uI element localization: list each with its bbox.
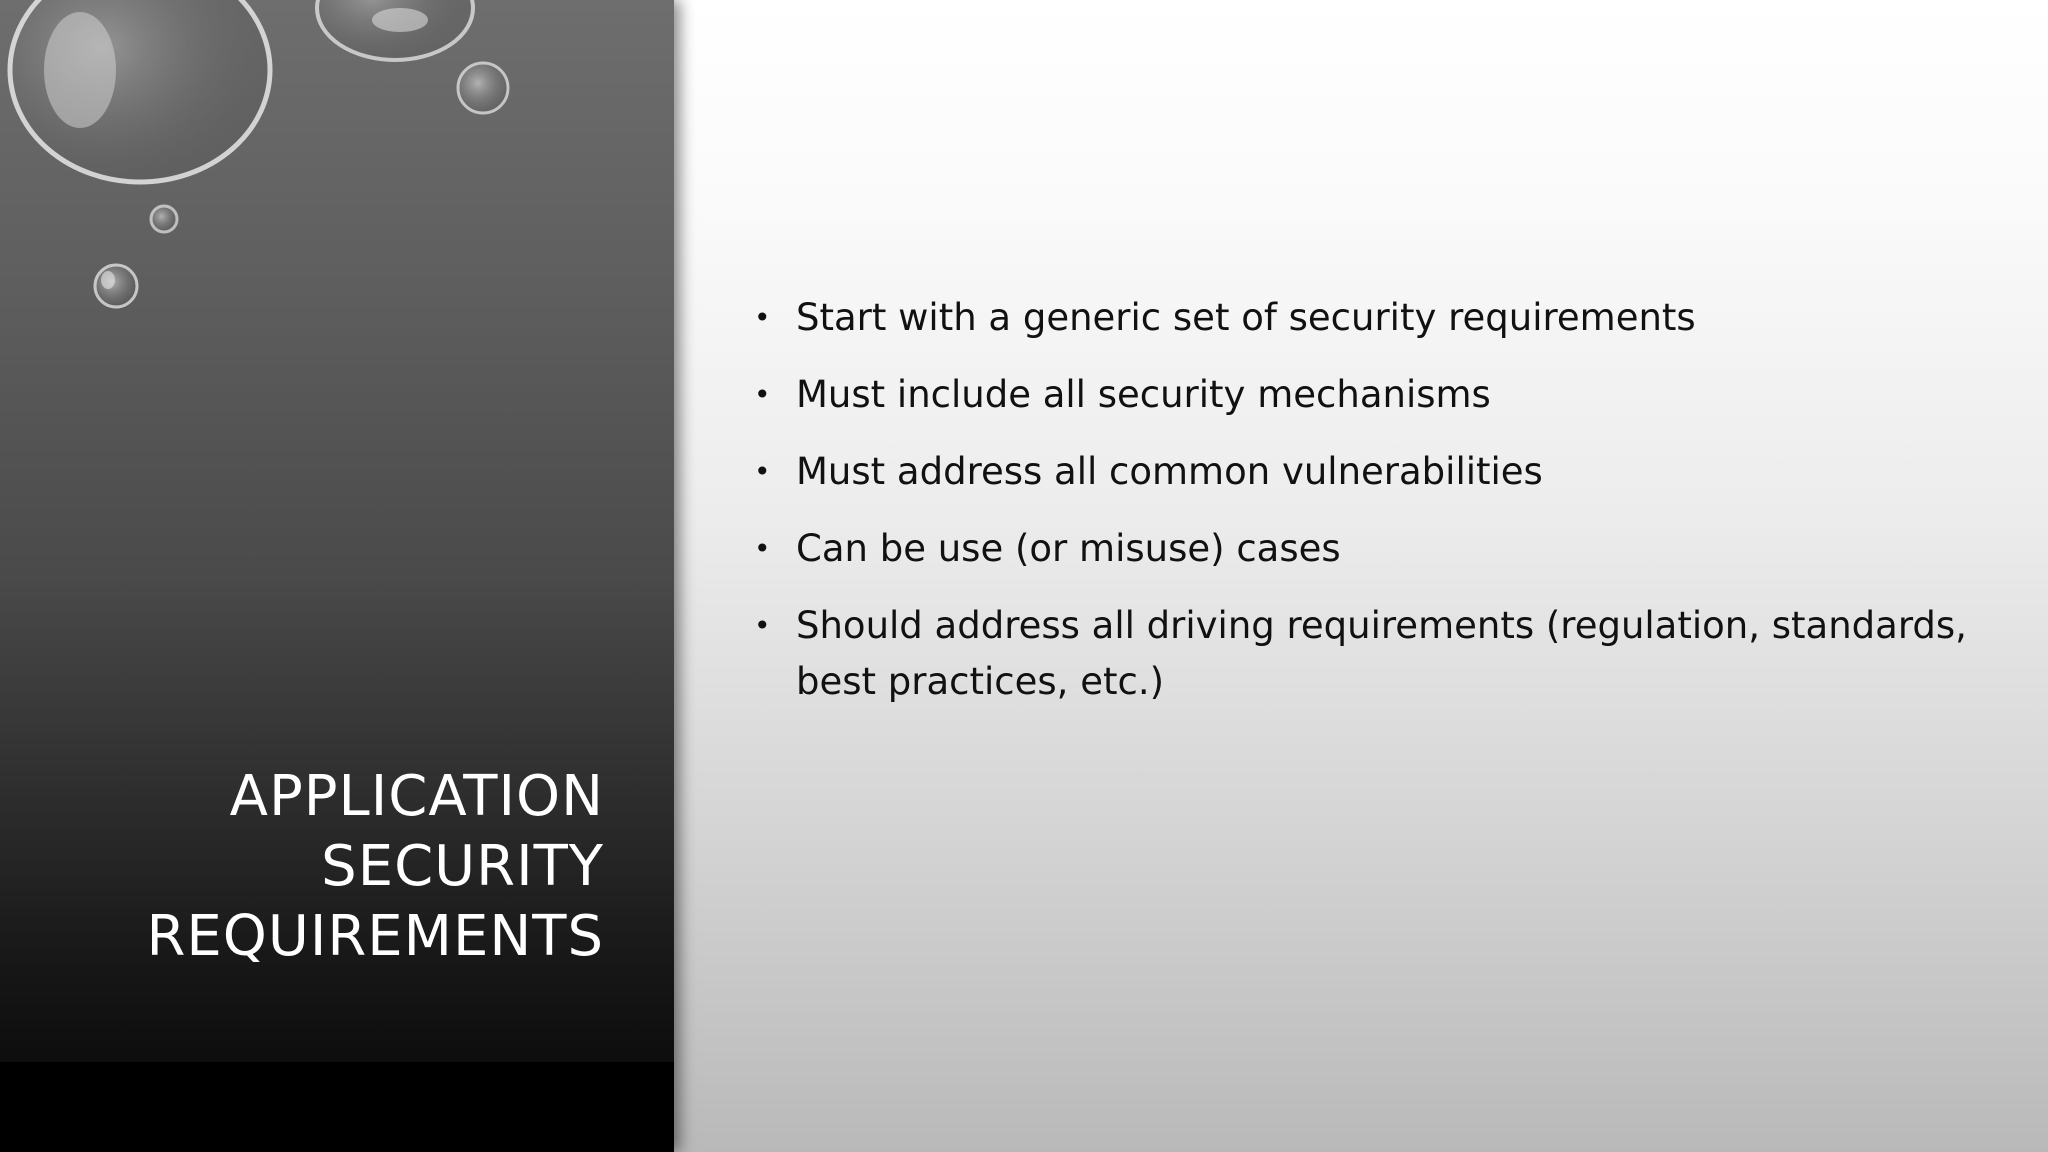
slide-title-line: SECURITY — [321, 834, 604, 899]
list-item — [754, 367, 1984, 423]
bullet-icon: • — [754, 609, 771, 642]
list-item — [754, 444, 1984, 500]
bullet-icon: • — [754, 301, 771, 334]
bullet-text: Should address all driving requirements (regulation, standards, best practices, etc.) — [796, 604, 1967, 703]
slide-title — [44, 762, 604, 972]
water-droplets-icon — [0, 0, 674, 330]
list-item — [754, 598, 1984, 710]
bullet-text: Start with a generic set of security requirements — [796, 296, 1696, 339]
title-panel — [0, 0, 674, 1152]
bullet-list — [754, 290, 1984, 731]
bottom-band — [0, 1062, 674, 1152]
slide-title-line: REQUIREMENTS — [146, 904, 604, 969]
bullet-text: Must address all common vulnerabilities — [796, 450, 1543, 493]
list-item — [754, 521, 1984, 577]
bullet-text: Must include all security mechanisms — [796, 373, 1491, 416]
bullet-text: Can be use (or misuse) cases — [796, 527, 1341, 570]
list-item — [754, 290, 1984, 346]
bullet-icon: • — [754, 532, 771, 565]
slide-title-line: APPLICATION — [229, 764, 604, 829]
bullet-icon: • — [754, 455, 771, 488]
bullet-icon: • — [754, 378, 771, 411]
